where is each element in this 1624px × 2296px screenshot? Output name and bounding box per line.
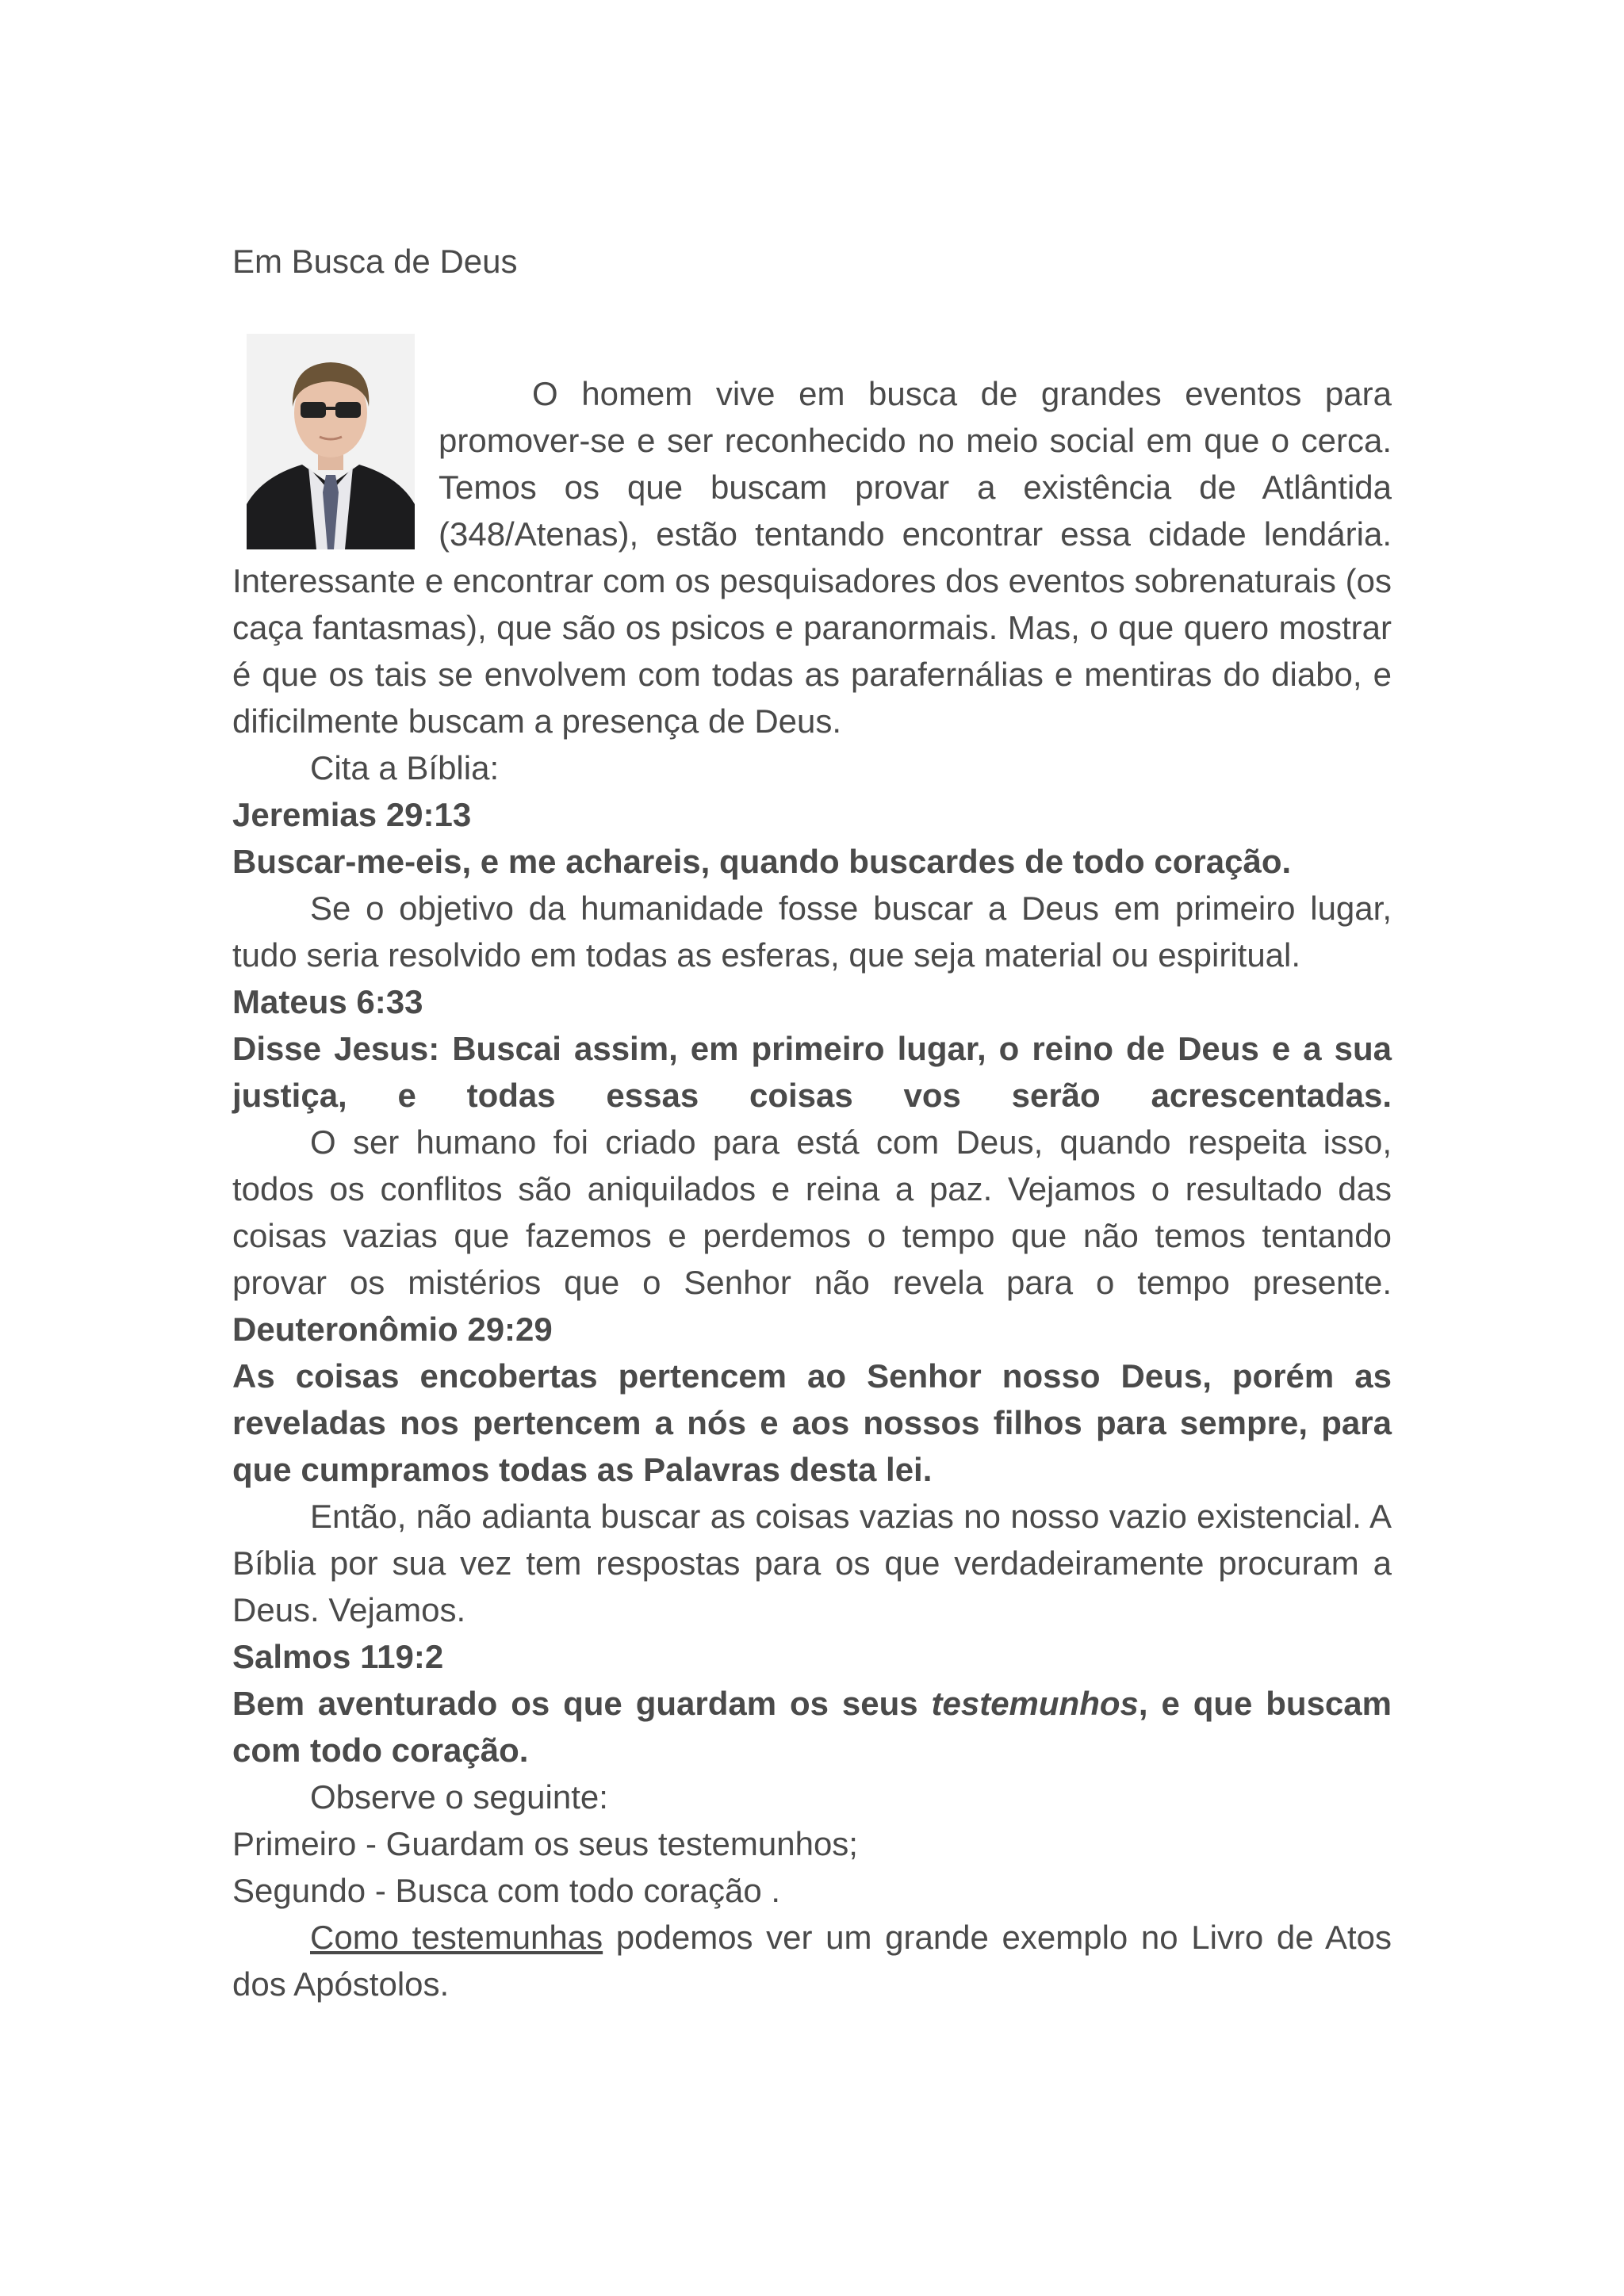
verse-salmos-part-1: Bem aventurado os que guardam os seus <box>232 1685 932 1722</box>
closing-underlined: Como testemunhas <box>310 1919 603 1956</box>
paragraph-3: O ser humano foi criado para está com Deus, quando respeita isso, todos os conflitos são aniquilados e reina a paz. Vejamos o resultado das coisas vazias que fazemos e perdemos o tempo que não temos tentando provar os mistérios que o Senhor não revela para o tempo presente. <box>232 1123 1392 1301</box>
verse-salmos-part-2: , e que buscam com todo coração. <box>232 1685 1392 1769</box>
verse-salmos <box>232 1680 1392 1774</box>
author-portrait-image <box>247 334 415 549</box>
verse-mateus: Disse Jesus: Buscai assim, em primeiro lugar, o reino de Deus e a sua justiça, e todas essas coisas vos serão acrescentadas. <box>232 1030 1392 1114</box>
list-item: Segundo - Busca com todo coração . <box>232 1872 781 1909</box>
intro-paragraph: O homem vive em busca de grandes eventos para promover-se e ser reconhecido no meio social em que o cerca. Temos os que buscam provar a existência de Atlântida (348/Atenas), estão tentando encontrar essa cidade lendária. Interessante e encontrar com os pesquisadores dos eventos sobrenaturais (os caça fantasmas), que são os psicos e paranormais. Mas, o que quero mostrar é que os tais se envolvem com todas as parafernálias e mentiras do diabo, e dificilmente buscam a presença de Deus. <box>232 375 1392 740</box>
document-page <box>232 238 1392 2007</box>
reference-salmos: Salmos 119:2 <box>232 1638 444 1675</box>
observe-line: Observe o seguinte: <box>310 1778 608 1816</box>
reference-deuteronomio: Deuteronômio 29:29 <box>232 1311 553 1348</box>
list-item: Primeiro - Guardam os seus testemunhos; <box>232 1825 858 1862</box>
verse-deuteronomio: As coisas encobertas pertencem ao Senhor nosso Deus, porém as reveladas nos pertencem a nós e aos nossos filhos para sempre, para que cumpramos todas as Palavras desta lei. <box>232 1357 1392 1488</box>
cita-biblia: Cita a Bíblia: <box>310 749 500 786</box>
verse-salmos-italic: testemunhos <box>931 1685 1139 1722</box>
closing-paragraph <box>232 1914 1392 2007</box>
reference-jeremias: Jeremias 29:13 <box>232 796 472 833</box>
closing-rest: podemos ver um grande exemplo no Livro de Atos dos Apóstolos. <box>232 1919 1392 2003</box>
author-photo <box>247 334 415 549</box>
reference-mateus: Mateus 6:33 <box>232 983 423 1020</box>
verse-jeremias: Buscar-me-eis, e me achareis, quando buscardes de todo coração. <box>232 843 1292 880</box>
document-title: Em Busca de Deus <box>232 243 518 280</box>
paragraph-2: Se o objetivo da humanidade fosse buscar a Deus em primeiro lugar, tudo seria resolvido em todas as esferas, que seja material ou espiritual. <box>232 890 1392 974</box>
paragraph-4: Então, não adianta buscar as coisas vazias no nosso vazio existencial. A Bíblia por sua vez tem respostas para os que verdadeiramente procuram a Deus. Vejamos. <box>232 1498 1392 1628</box>
